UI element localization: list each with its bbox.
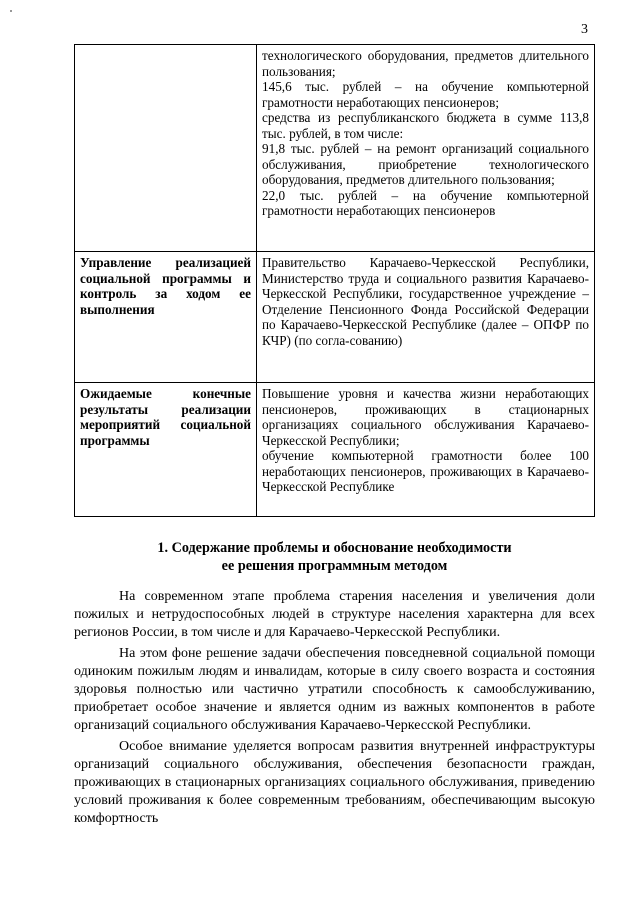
content-line: средства из республиканского бюджета в сумме 113,8 тыс. рублей, в том числе: bbox=[262, 110, 589, 141]
section-heading-line: ее решения программным методом bbox=[221, 558, 448, 574]
row-content-cell bbox=[257, 45, 595, 252]
content-line: Повышение уровня и качества жизни неработающих пенсионеров, проживающих в стационарных организациях социального обслуживания Карачаево-Черкесской Республики; bbox=[262, 386, 589, 448]
paragraph: На этом фоне решение задачи обеспечения повседневной социальной помощи одиноким пожилым людям и инвалидам, которые в силу своего возраста и состояния здоровья полностью или частично утратили способность к самообслуживанию, приобретает особое значение и является одним из важных компонентов в работе организаций социального обслуживания Карачаево-Черкесской Республики. bbox=[74, 645, 595, 734]
section-heading bbox=[74, 539, 595, 575]
row-label-cell: Ожидаемые конечные результаты реализации мероприятий социальной программы bbox=[75, 383, 257, 517]
scan-speck bbox=[10, 10, 12, 12]
content-line: технологического оборудования, предметов длительного пользования; bbox=[262, 48, 589, 79]
page-number: 3 bbox=[581, 22, 588, 37]
content-line: 145,6 тыс. рублей – на обучение компьютерной грамотности неработающих пенсионеров; bbox=[262, 79, 589, 110]
section-body bbox=[74, 588, 595, 829]
content-line: обучение компьютерной грамотности более 100 неработающих пенсионеров, проживающих в Карачаево-Черкесской Республике bbox=[262, 448, 589, 494]
content-line: 91,8 тыс. рублей – на ремонт организаций социального обслуживания, приобретение технологического оборудования, предметов длительного пользования; bbox=[262, 141, 589, 187]
table-row bbox=[75, 45, 595, 252]
table-row bbox=[75, 383, 595, 517]
row-label-cell bbox=[75, 45, 257, 252]
program-passport-table bbox=[74, 44, 595, 517]
row-content-cell bbox=[257, 383, 595, 517]
content-line: Правительство Карачаево-Черкесской Республики, Министерство труда и социального развития Карачаево-Черкесской Республики, государственное учреждение – Отделение Пенсионного Фонда Российской Федерации по Карачаево-Черкесской Республике (далее – ОПФР по КЧР) (по согла-сованию) bbox=[262, 255, 589, 348]
row-label-cell: Управление реализацией социальной программы и контроль за ходом ее выполнения bbox=[75, 252, 257, 383]
section-heading-line: 1. Содержание проблемы и обоснование необходимости bbox=[157, 540, 512, 556]
content-line: 22,0 тыс. рублей – на обучение компьютерной грамотности неработающих пенсионеров bbox=[262, 187, 589, 218]
table-row bbox=[75, 252, 595, 383]
paragraph: На современном этапе проблема старения населения и увеличения доли пожилых и нетрудоспособных людей в структуре населения характерна для всех регионов России, в том числе и для Карачаево-Черкесской Республики. bbox=[74, 589, 595, 641]
row-content-cell bbox=[257, 252, 595, 383]
paragraph: Особое внимание уделяется вопросам развития внутренней инфраструктуры организаций социального обслуживания, обеспечения безопасности граждан, проживающих в стационарных организациях социального обслуживания, приведению условий проживания к более современным требованиям, обеспечивающим высокую комфортность bbox=[74, 738, 595, 827]
